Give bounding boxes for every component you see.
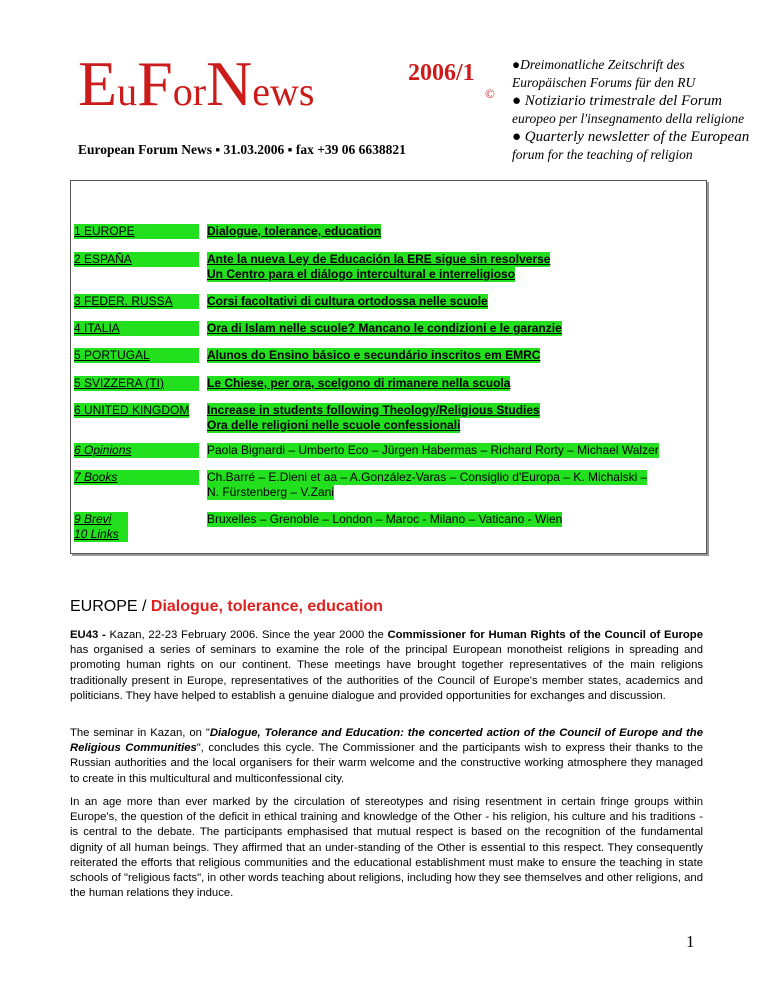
issue-number: 2006/1 <box>408 60 475 86</box>
tagline: ●Dreimonatliche Zeitschrift des Europäischen Forums für den RU ● Notiziario trimestrale del Forum europeo per l'insegnamento della religione ● Quarterly newsletter of the European forum for the teaching of religion <box>512 57 750 162</box>
masthead <box>78 48 508 163</box>
copyright-symbol: © <box>485 86 495 101</box>
paragraph-1: EU43 - Kazan, 22-23 February 2006. Since the year 2000 the Commissioner for Human Rights of the Council of Europe has organised a series of seminars to examine the role of the principal European monotheist religions in spreading and promoting human rights on our continent. These meetings have brought together representatives of the main religions traditionally present in Europe, representatives of the authorities of the Council of Europe's member states, academics and politicians. They have helped to establish a genuine dialogue and provided opportunities for exchanges and discussion. <box>70 629 703 702</box>
masthead-subline: European Forum News ▪ 31.03.2006 ▪ fax +39 06 6638821 <box>78 142 406 157</box>
euforn-logo: EuForNews <box>78 48 315 119</box>
contents-box: 1 EUROPE Dialogue, tolerance, education 2 ESPAÑA Ante la nueva Ley de Educación la ERE sigue sin resolverse Un Centro para el diálogo intercultural e interreligioso 3 FEDER. RUSSA Corsi facoltativi di cultura ortodossa nelle scuole 4 ITALIA Ora di Islam nelle scuole? Mancano le condizioni e le garanzie 5 PORTUGAL Alunos do Ensino básico e secundário inscritos em EMRC 5 SVIZZERA (TI) Le Chiese, per ora, scelgono di rimanere nella scuola 6 UNITED KINGDOM Increase in students following Theology/Religious Studies Ora delle religioni nelle scuole confessionali 6 Opinions Paola Bignardi – Umberto Eco – Jürgen Habermas – Richard Rorty – Michael Walzer 7 Books Ch.Barré – E.Dieni et aa – A.González-Varas – Consiglio d'Europa – K. Michalski – N. Fürstenberg – V.Zani 9 Brevi 10 Links Bruxelles – Grenoble – London – Maroc - Milano – Vaticano - Wien <box>70 180 707 554</box>
paragraph-2: The seminar in Kazan, on "Dialogue, Tolerance and Education: the concerted action of the Council of Europe and the Religious Communities", concludes this cycle. The Commissioner and the participants wish to express their thanks to the Russian authorities and the local organisers for their warm welcome and the constructive working atmosphere they managed to create in this multicultural and multiconfessional city. <box>70 727 703 785</box>
page-number: 1 <box>686 932 695 951</box>
paragraph-3: In an age more than ever marked by the circulation of stereotypes and rising resentment in certain fringe groups within Europe's, the question of the deficit in ethical training and knowledge of the Other - his religion, his culture and his traditions - is central to the debate. The participants emphasised that mutual respect is based on the recognition of the fundamental dignity of all human beings. They affirmed that an under-standing of the Other is essential to this respect. They consequently reiterated the efforts that religious communities and the educational establishment must make to ensure the teaching in state schools of "religious facts", in other words teaching about religions, including how they see themselves and other religions, and the human relations they induce. <box>70 796 703 900</box>
section-title: EUROPE / Dialogue, tolerance, education <box>70 598 383 615</box>
